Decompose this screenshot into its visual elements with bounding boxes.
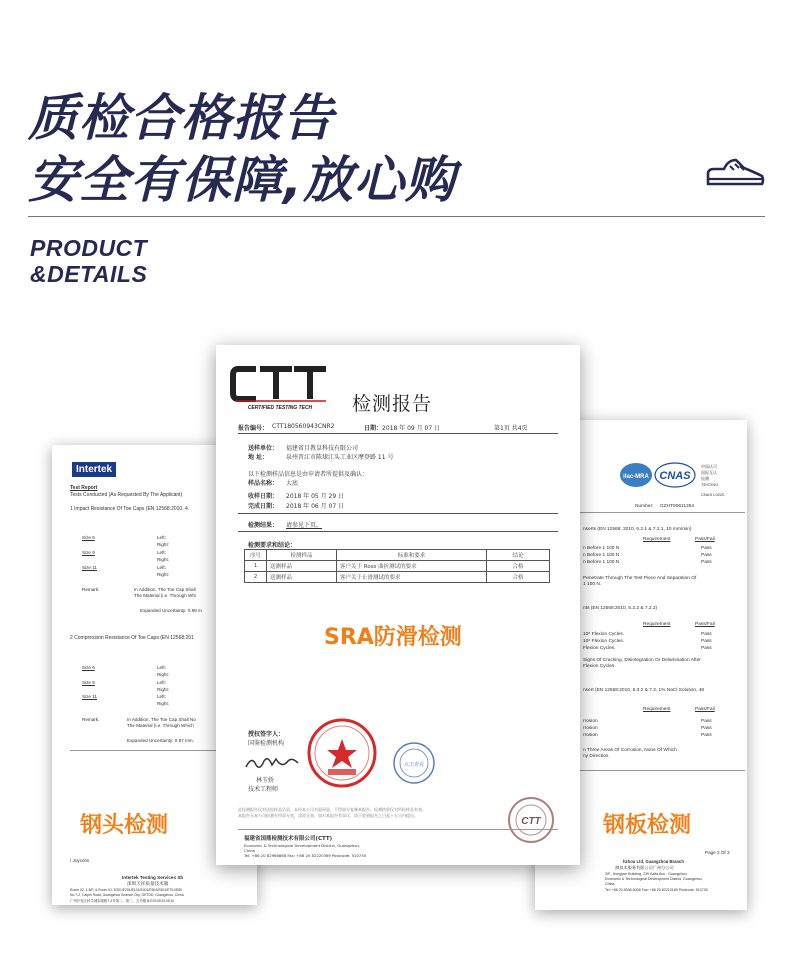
info-note: 以下检测样品信息是由申请者所提供及确认： (248, 471, 369, 478)
product-line2: &DETAILS (30, 261, 148, 287)
lr-label: Left: (157, 565, 166, 570)
result-label: 检测结果： (248, 522, 279, 529)
lr-label: Right: (157, 701, 170, 706)
size-label: Size 6 (82, 665, 95, 670)
address-line: Room 02, 1-6/F, & Room 01, E301/E201/E101/E401/E501/E601/E701/E80 (70, 888, 182, 892)
company-address: Economic & Technological Development District, Guangzhou, (244, 843, 361, 848)
headline-line2: 安全有保障,放心购 (28, 151, 456, 209)
report-no: CTT180560943CNR2 (272, 423, 335, 430)
seal-text: 点击查看 (403, 762, 425, 768)
section-line: n Three Areas Of Corrosion, None Of Which (583, 748, 677, 753)
remark-label: Remark: (82, 717, 100, 722)
uncertainty1: Expanded Uncertainty: 0.99 m (140, 608, 202, 613)
section-line: Signs Of Cracking, Disintegration Or Delamination After (583, 658, 701, 663)
signer-label: 授权签字人： (248, 731, 285, 738)
tel-line: Tel: +86 20 8396 6008 Fax: +86 20 82210189 Postcode: 510730 (605, 888, 708, 892)
lr-label: Right: (157, 572, 170, 577)
row-text: n Before 1 100 N (583, 553, 620, 558)
lr-label: Right: (157, 542, 170, 547)
red-seal-icon (306, 717, 378, 789)
size-label: Size 9 (82, 550, 95, 555)
svg-text:CNAS: CNAS (659, 470, 691, 482)
cnas-ilac-logo (603, 458, 743, 494)
report-no-label: 报告编号： (238, 425, 269, 432)
svg-text:检测: 检测 (701, 476, 709, 481)
report-number: GZHT90611394 (660, 504, 695, 509)
table-cell: 送测样品 (267, 561, 337, 572)
section-line: Penetrate Through The Test Piece And Separation Of (583, 576, 697, 581)
test-table (244, 549, 550, 583)
result-value: 请参见下页。 (286, 522, 323, 529)
row-text: rrosion (583, 726, 598, 731)
company-tel: Tel: +86 20 82966868 Fax: +86 20 82220369 Postcode: 510730 (244, 853, 367, 858)
col-pass-fail: Pass/Fail (695, 537, 715, 542)
lr-label: Left: (157, 665, 166, 670)
report-subtitle: Tests Conducted (As Requested By The Applicant) (70, 492, 183, 498)
separator (580, 512, 745, 513)
label-steel-plate-test: 钢板检测 (603, 813, 692, 838)
company-name: hzhou Ltd, Guangzhou Branch (623, 859, 684, 864)
table-cell: 合格 (487, 572, 550, 583)
signature-icon (242, 753, 302, 773)
ctt-logo-sub: CERTIFIED TESTING TECH (247, 405, 313, 411)
size-label: Size 9 (82, 680, 95, 685)
report-date: 2018 年 09 月 07 日 (382, 425, 441, 432)
table-row (245, 572, 550, 583)
pass-value: Pass (701, 719, 712, 724)
address-value: 泉州晋江市陈埭江头工业区摩登路 11 号 (286, 454, 394, 461)
address-label: 地 址： (248, 454, 269, 461)
headline-line1: 质检合格报告 (28, 89, 334, 147)
lr-label: Right: (157, 672, 170, 677)
col-header: 标准和要求 (337, 550, 487, 561)
col-header: 检测样品 (267, 550, 337, 561)
report-title: Test Report (70, 485, 98, 491)
section-line: 1 100 N. (583, 582, 602, 587)
complete-date-label: 完成日期： (248, 503, 279, 510)
number-label: Number: (635, 504, 654, 509)
section-line: ny Direction. (583, 754, 610, 759)
table-cell: 1 (245, 561, 267, 572)
company-cn: 测技术服务有限公司广州分公司 (615, 865, 674, 870)
address-line: No.7-2, Caipin Road, Guangzhou Science City, GETDD, Guangzhou, China (70, 893, 184, 897)
pass-value: Pass (701, 546, 712, 551)
pass-value: Pass (701, 733, 712, 738)
col-header: 序号 (245, 550, 267, 561)
remark2: In Addition, The Toe Cap Shall No (127, 717, 196, 722)
pass-value: Pass (701, 639, 712, 644)
lr-label: Left: (157, 535, 166, 540)
section-line: nsert (EN 12568:2010, 6.3.2 & 7.3, 1% NaCl Solution, 48 (583, 688, 705, 693)
size-label: Size 11 (82, 565, 97, 570)
receive-date: 2018 年 05 月 29 日 (286, 493, 345, 500)
pass-value: Pass (701, 726, 712, 731)
blue-seal-icon (392, 741, 436, 785)
separator (580, 770, 745, 771)
table-header-row (245, 550, 550, 561)
company-address: China (244, 848, 255, 853)
author: / Joycelin (70, 858, 90, 863)
item1: 1 Impact Resistance Of Toe Caps (EN 12568:2010, 4. (70, 506, 190, 512)
section-heading: 检测要求和结论： (248, 542, 297, 549)
row-text: rrosion (583, 733, 598, 738)
section-line: nts (EN 12568:2010, 6.2.2 & 7.2.2) (583, 606, 658, 611)
shoe-icon (704, 154, 766, 190)
lr-label: Right: (157, 687, 170, 692)
table-cell: 2 (245, 572, 267, 583)
footer-note: 本报告无本公司检测专用章无效，涂改无效。如对本报告有异议，请于收到报告之日起十五日内提出。 (238, 813, 418, 818)
col-pass-fail: Pass/Fail (695, 707, 715, 712)
address-line: 广州开发区科学城彩频路7-2号第二、第三、五号楼 B,E201/E201/E10 (70, 899, 175, 903)
product-details-heading (30, 235, 147, 287)
row-text: n Before 1 100 N (583, 560, 620, 565)
row-text: Flexion Cycles. (583, 646, 616, 651)
uncertainty2: Expanded Uncertainty: 0.97 mm, (127, 738, 194, 743)
col-requirement: Requirement (643, 537, 671, 542)
lr-label: Left: (157, 694, 166, 699)
separator (238, 433, 558, 434)
separator (238, 829, 558, 830)
label-sra-slip-test: SRA防滑检测 (324, 625, 462, 650)
lr-label: Right: (157, 557, 170, 562)
col-pass-fail: Pass/Fail (695, 622, 715, 627)
row-text: 10⁶ Flexion Cycles. (583, 632, 625, 637)
svg-text:ilac-MRA: ilac-MRA (623, 474, 649, 480)
company-name: Intertek Testing Services Sh (122, 875, 184, 880)
sample-value: 大底 (286, 480, 299, 487)
row-text: n Before 1 100 N (583, 546, 620, 551)
remark2b: The Material (i.e. Through Which (127, 723, 194, 728)
table-row (245, 561, 550, 572)
svg-text:TESTING: TESTING (701, 482, 719, 487)
company-cn: 深圳天祥质量技术服 (127, 881, 169, 886)
row-text: rrosion (583, 719, 598, 724)
separator (70, 750, 240, 751)
remark1b: The Material (i.e. Through Whi (134, 593, 196, 598)
pass-value: Pass (701, 553, 712, 558)
gray-seal-icon (506, 795, 556, 845)
row-text: 10⁶ Flexion Cycles. (583, 639, 625, 644)
receive-date-label: 收样日期： (248, 493, 279, 500)
address-line: China (605, 882, 615, 886)
page-count: 第1页 共4页 (494, 425, 528, 432)
address-line: Economic & Technological Development District, Guangzhou, (605, 877, 703, 881)
client-label: 送样单位： (248, 445, 279, 452)
label-steel-toe-test: 钢头检测 (80, 813, 169, 838)
complete-date: 2018 年 06 月 07 日 (286, 503, 345, 510)
lr-label: Left: (157, 550, 166, 555)
separator (238, 513, 558, 514)
signer-title: 技术工程师 (248, 786, 279, 793)
table-cell: 客户关于止滑测试的要求 (337, 572, 487, 583)
col-requirement: Requirement (643, 622, 671, 627)
address-line: 3/F., Hongyue Building, 239 Kaifa Ave., Guangzhou (605, 872, 687, 876)
sample-label: 样品名称： (248, 480, 279, 487)
footer-note: 此检测报告仅对送检样品负责。未经本公司书面同意，不得部分复制本报告。检测结果仅对所检样品有效。 (238, 807, 426, 812)
report-title: 检测报告 (352, 393, 433, 415)
date-label: 日期： (364, 425, 383, 432)
cnas-number: CNAS L0220 (701, 492, 725, 497)
pass-value: Pass (701, 646, 712, 651)
svg-text:中国认可: 中国认可 (701, 464, 717, 469)
client-value: 福建省目教皇科技有限公司 (286, 445, 359, 452)
section-line: Flexion Cycles. (583, 664, 616, 669)
lr-label: Left: (157, 680, 166, 685)
table-cell: 合格 (487, 561, 550, 572)
pass-value: Pass (701, 632, 712, 637)
company-name: 福建省国鼎检测技术有限公司(CTT) (244, 836, 333, 842)
col-header: 结论 (487, 550, 550, 561)
page-number: Page 2 Of 3 (705, 850, 730, 855)
signer-name: 林玉娇 (256, 777, 275, 784)
product-line1: PRODUCT (30, 235, 148, 261)
ctt-logo (230, 363, 330, 411)
table-cell: 送测样品 (267, 572, 337, 583)
remark1: In Addition, The Toe Cap Shall (134, 587, 196, 592)
header-divider (28, 216, 765, 217)
remark-label: Remark: (82, 587, 100, 592)
intertek-logo: Intertek (72, 462, 116, 477)
section-line: nserts (EN 12568: 2010, 6.2.1 & 7.2.1, 10 mm/min) (583, 527, 692, 532)
size-label: Size 11 (82, 694, 97, 699)
pass-value: Pass (701, 560, 712, 565)
size-label: Size 6 (82, 535, 95, 540)
col-requirement: Requirement (643, 707, 671, 712)
signer-org: 国鉴检测机构 (248, 740, 285, 747)
item2: 2 Compression Resistance Of Toe Caps (EN 12568:201 (70, 635, 194, 641)
svg-text:国际互认: 国际互认 (701, 470, 717, 475)
seal-logo-text: CTT (521, 816, 541, 827)
table-cell: 客户关于 Ross 曲折测试的要求 (337, 561, 487, 572)
separator (238, 531, 558, 532)
ctt-report (216, 345, 580, 865)
